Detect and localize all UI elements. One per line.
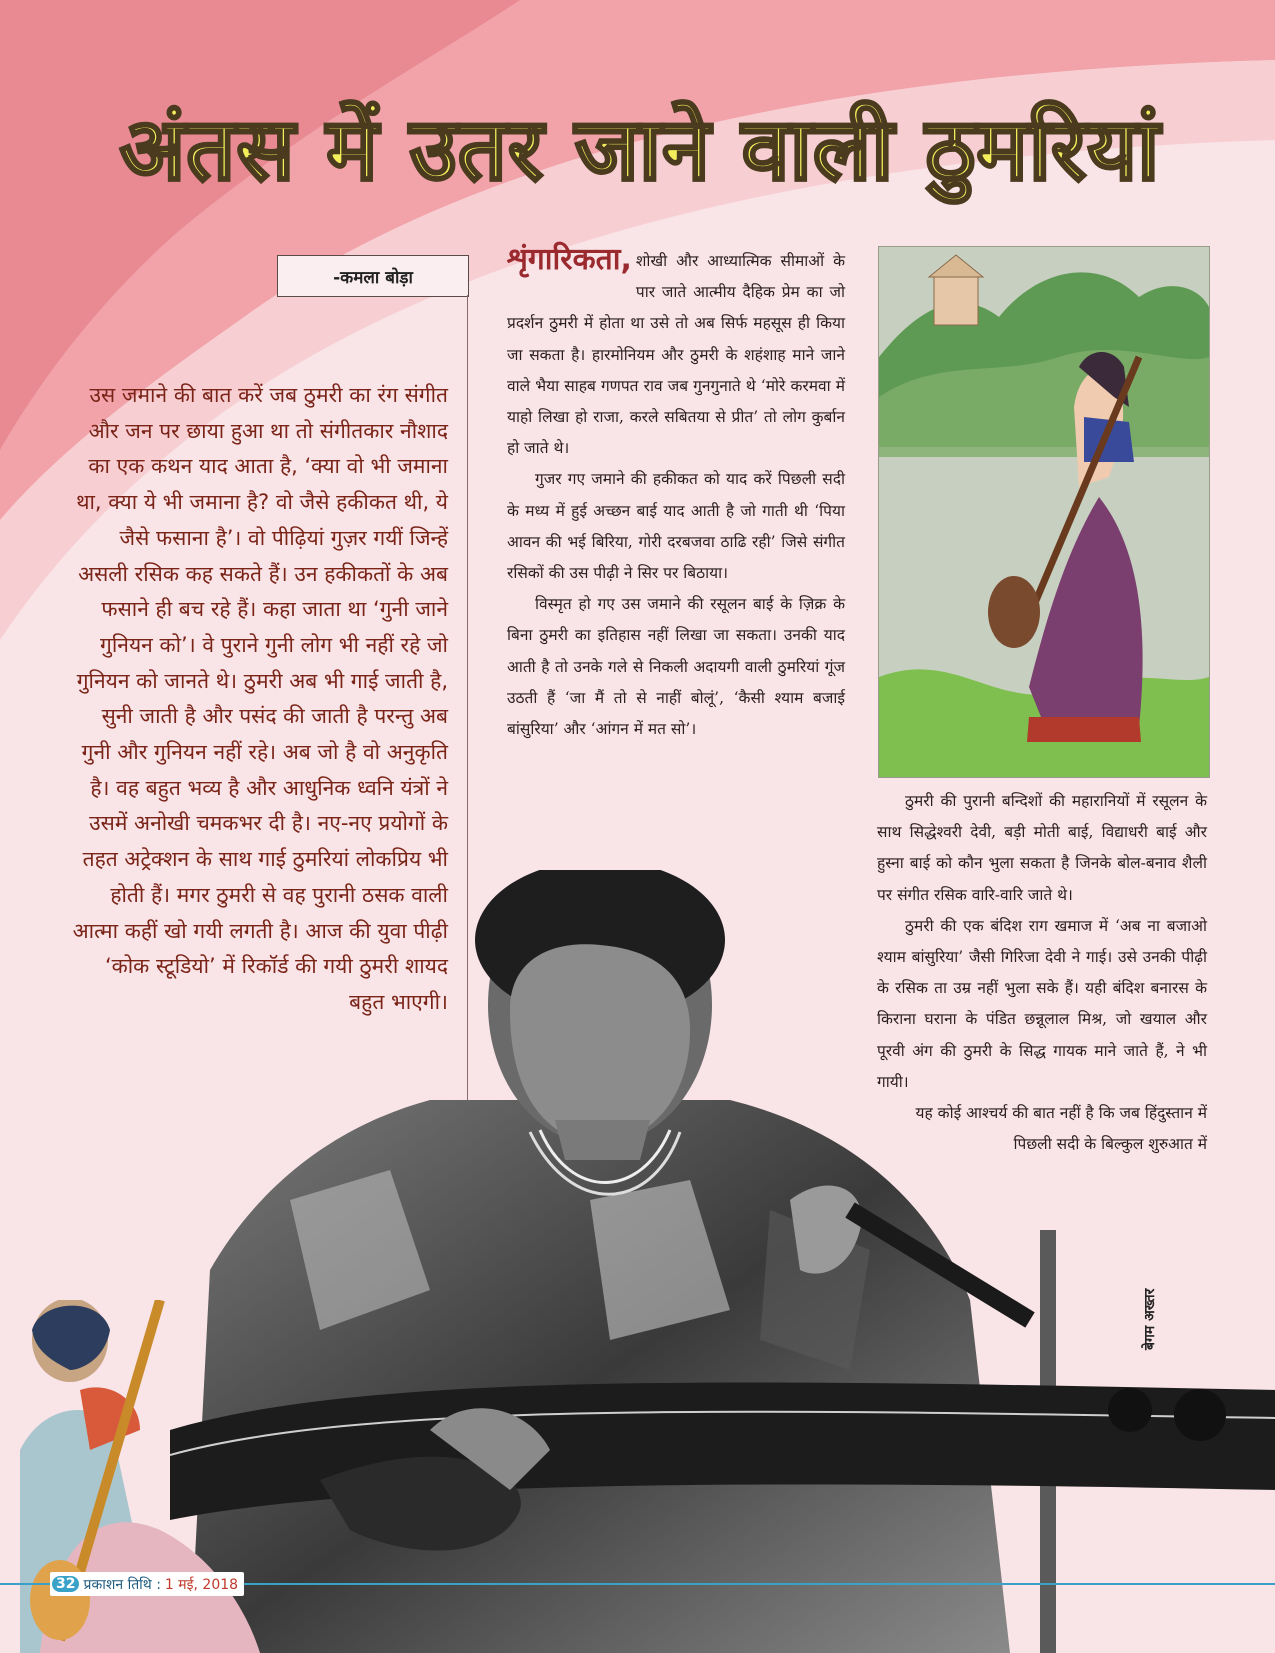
publication-date-label: प्रकाशन तिथि : — [83, 1576, 161, 1593]
dropcap-word: शृंगारिकता, — [507, 242, 632, 277]
column3-paragraph-2: ठुमरी की एक बंदिश राग खमाज में ‘अब ना बजाओ श्याम बांसुरिया’ जैसी गिरिजा देवी ने गाई। उसे उनकी पीढ़ी के रसिक ता उम्र नहीं भुला सके हैं। यही बंदिश बनारस के किराना घराना के पंडित छन्नूलाल मिश्र, जो खयाल और पूरवी अंग की ठुमरी के सिद्ध गायक माने जाते हैं, ने भी गायी। — [877, 916, 1207, 1091]
publication-date: 1 मई, 2018 — [164, 1576, 239, 1593]
column3-paragraph-1: ठुमरी की पुरानी बन्दिशों की महारानियों में रसूलन के साथ सिद्धेश्वरी देवी, बड़ी मोती बाई, विद्याधरी बाई और हुस्ना बाई को कौन भुला सकता है जिनके बोल-बनाव शैली पर संगीत रसिक वारि-वारि जाते थे। — [877, 792, 1207, 904]
page-number: 32 — [52, 1576, 79, 1592]
column3-paragraph-3: यह कोई आश्चर्य की बात नहीं है कि जब हिंदुस्तान में पिछली सदी के बिल्कुल शुरुआत में — [915, 1104, 1207, 1154]
column2-paragraph-2: गुजर गए जमाने की हकीकत को याद करें पिछली सदी के मध्य में हुई अच्छन बाई याद आती है जो गाती थी ‘पिया आवन की भई बिरिया, गोरी दरबजवा ठाढि रही’ जिसे संगीत रसिकों की उस पीढ़ी ने सिर पर बिठाया। — [507, 470, 845, 583]
column2-p1-text: शोखी और आध्यात्मिक सीमाओं के पार जाते आत्मीय दैहिक प्रेम का जो प्रदर्शन ठुमरी में होता था उसे तो अब सिर्फ महसूस ही किया जा सकता है। हारमोनियम और ठुमरी के शहंशाह माने जाने वाले भैया साहब गणपत राव जब गुनगुनाते थे ‘मोरे करमवा में याहो लिखा हो राजा, करले सबितया से प्रीत’ तो लोग कुर्बान हो जाते थे। — [507, 252, 845, 458]
miniature-painting-image — [878, 246, 1210, 778]
column2-paragraph-1 — [507, 242, 845, 464]
singer-photo — [170, 870, 1275, 1653]
veena-player-illustration — [0, 1300, 290, 1653]
article-column-2 — [507, 242, 845, 745]
photo-credit: बेगम अख्तर — [1142, 1288, 1158, 1350]
page-title: अंतस में उतर जाने वाली ठुमरियां — [119, 100, 1161, 200]
column2-paragraph-3: विस्मृत हो गए उस जमाने की रसूलन बाई के ज़िक्र के बिना ठुमरी का इतिहास नहीं लिखा जा सकता। उनकी याद आती है तो उनके गले से निकली अदायगी वाली ठुमरियां गूंज उठती हैं ‘जा मैं तो से नाहीं बोलूं’, ‘कैसी श्याम बजाई बांसुरिया’ और ‘आंगन में मत सो’। — [507, 595, 845, 739]
page-footer — [50, 1572, 244, 1596]
intro-paragraph: उस जमाने की बात करें जब ठुमरी का रंग संगीत और जन पर छाया हुआ था तो संगीतकार नौशाद का एक कथन याद आता है, ‘क्या वो भी जमाना था, क्या ये भी जमाना है? वो जैसे हकीकत थी, ये जैसे फसाना है’। वो पीढ़ियां गुज़र गयीं जिन्हें असली रसिक कह सकते हैं। उन हकीकतों के अब फसाने ही बच रहे हैं। कहा जाता था ‘गुनी जाने गुनियन को’। वे पुराने गुनी लोग भी नहीं रहे जो गुनियन को जानते थे। ठुमरी अब भी गाई जाती है, सुनी जाती है और पसंद की जाती है परन्तु अब गुनी और गुनियन नहीं रहे। अब जो है वो अनुकृति है। वह बहुत भव्य है और आधुनिक ध्वनि यंत्रों ने उसमें अनोखी चमकभर दी है। नए-नए प्रयोगों के तहत अट्रेक्शन के साथ गाई ठुमरियां लोकप्रिय भी होती हैं। मगर ठुमरी से वह पुरानी ठसक वाली आत्मा कहीं खो गयी लगती है। आज की युवा पीढ़ी ‘कोक स्टूडियो’ में रिकॉर्ड की गयी ठुमरी शायद बहुत भाएगी। — [72, 383, 448, 1014]
author-byline: -कमला बोड़ा — [277, 255, 469, 297]
